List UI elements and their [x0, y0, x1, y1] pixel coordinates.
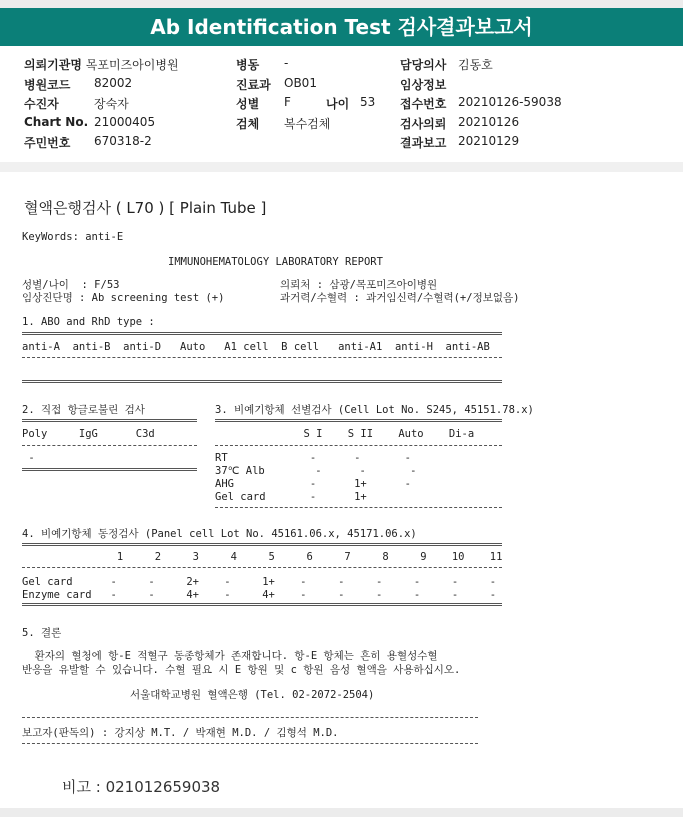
history: 과거력/수혈력 : 과거임신력/수혈력(+/정보없음) — [280, 292, 520, 304]
dat-header: Poly IgG C3d — [22, 428, 155, 440]
panel-mid-rule — [22, 567, 502, 568]
screen-row-ahg: AHG - 1+ - — [215, 478, 411, 490]
code-label: 병원코드 — [24, 78, 71, 92]
screen-row-rt: RT - - - — [215, 452, 411, 464]
age-label: 나이 — [326, 97, 350, 111]
sex-value: F — [284, 95, 291, 109]
dat-bottom-rule — [22, 468, 197, 471]
screen-mid-rule — [215, 445, 502, 446]
abo-mid-rule — [22, 357, 502, 358]
ward-value: - — [284, 56, 289, 70]
diagnosis: 임상진단명 : Ab screening test (+) — [22, 292, 225, 304]
chart-label: Chart No. — [24, 115, 89, 129]
panel-bottom-rule — [22, 603, 502, 606]
specimen-label: 검체 — [236, 117, 260, 131]
code-row — [24, 76, 70, 93]
doctor-label: 담당의사 — [400, 58, 447, 72]
patient-sexage: 성별/나이 : F/53 — [22, 279, 120, 291]
conclusion-line-1: 환자의 혈청에 항-E 적혈구 동종항체가 존재합니다. 항-E 항체는 흔히 용혈성수혈 — [22, 650, 438, 662]
screen-header: S I S II Auto Di-a — [215, 428, 475, 440]
receiver-value: 장숙자 — [94, 97, 129, 111]
section-divider — [0, 162, 683, 172]
dat-title: 2. 직접 항글로불린 검사 — [22, 404, 145, 416]
panel-top-rule — [22, 543, 502, 546]
abo-title: 1. ABO and RhD type : — [22, 316, 155, 328]
age-value: 53 — [360, 95, 376, 109]
report-date-value: 20210129 — [458, 134, 520, 148]
reporter: 보고자(판독의) : 강지상 M.T. / 박재현 M.D. / 김형석 M.D. — [22, 727, 339, 739]
ward-label: 병동 — [236, 58, 260, 72]
panel-row-enzyme: Enzyme card - - 4+ - 4+ - - - - - - — [22, 589, 497, 601]
dat-mid-rule — [22, 445, 197, 446]
top-border — [0, 0, 683, 8]
bottom-border — [0, 808, 683, 817]
chart-value: 21000405 — [94, 115, 156, 129]
conclusion-line-2: 반응을 유발할 수 있습니다. 수혈 필요 시 E 항원 및 c 항원 음성 혈액을 사용하십시오. — [22, 664, 461, 676]
lab-report-title: IMMUNOHEMATOLOGY LABORATORY REPORT — [168, 256, 383, 268]
dept-value: OB01 — [284, 76, 317, 90]
screen-bottom-rule — [215, 507, 502, 508]
request-label: 검사의뢰 — [400, 117, 447, 131]
abo-top-rule — [22, 332, 502, 335]
referrer: 의뢰처 : 삼광/목포미즈아이병원 — [280, 279, 438, 291]
screen-row-alb: 37℃ Alb - - - — [215, 465, 417, 477]
resident-value: 670318-2 — [94, 134, 152, 148]
screen-title: 3. 비예기항체 선별검사 (Cell Lot No. S245, 45151.78.x) — [215, 404, 534, 416]
request-value: 20210126 — [458, 115, 520, 129]
abo-header: anti-A anti-B anti-D Auto A1 cell B cell anti-A1 anti-H anti-AB — [22, 341, 490, 353]
remark: 비고 : 021012659038 — [62, 778, 221, 796]
specimen-value: 복수검체 — [284, 117, 331, 131]
dept-label: 진료과 — [236, 78, 271, 92]
code-value: 82002 — [94, 76, 133, 90]
sex-label: 성별 — [236, 97, 260, 111]
dat-value: - — [22, 452, 35, 464]
doctor-value: 김동호 — [458, 58, 493, 72]
report-date-label: 결과보고 — [400, 136, 447, 150]
reception-value: 20210126-59038 — [458, 95, 562, 109]
panel-title: 4. 비예기항체 동정검사 (Panel cell Lot No. 45161.06.x, 45171.06.x) — [22, 528, 417, 540]
panel-header: 1 2 3 4 5 6 7 8 9 10 11 — [22, 551, 503, 563]
hospital-row — [24, 56, 179, 73]
report-title: Ab Identification Test 검사결과보고서 — [0, 8, 683, 46]
keywords: KeyWords: anti-E — [22, 231, 124, 243]
dat-top-rule — [22, 419, 197, 422]
reporter-top-rule — [22, 717, 478, 718]
panel-row-gel: Gel card - - 2+ - 1+ - - - - - - — [22, 576, 497, 588]
reception-label: 접수번호 — [400, 97, 447, 111]
resident-label: 주민번호 — [24, 136, 71, 150]
screen-row-gel: Gel card - 1+ — [215, 491, 367, 503]
hospital-value: 목포미즈아이병원 — [85, 58, 179, 72]
conclusion-title: 5. 결론 — [22, 627, 62, 639]
screen-top-rule — [215, 419, 502, 422]
reporter-bottom-rule — [22, 743, 478, 744]
receiver-label: 수진자 — [24, 97, 59, 111]
clinical-label: 임상정보 — [400, 78, 447, 92]
blood-bank-contact: 서울대학교병원 혈액은행 (Tel. 02-2072-2504) — [130, 689, 375, 701]
hospital-label: 의뢰기관명 — [24, 58, 82, 72]
abo-bottom-rule — [22, 380, 502, 383]
section-title: 혈액은행검사 ( L70 ) [ Plain Tube ] — [24, 199, 267, 217]
